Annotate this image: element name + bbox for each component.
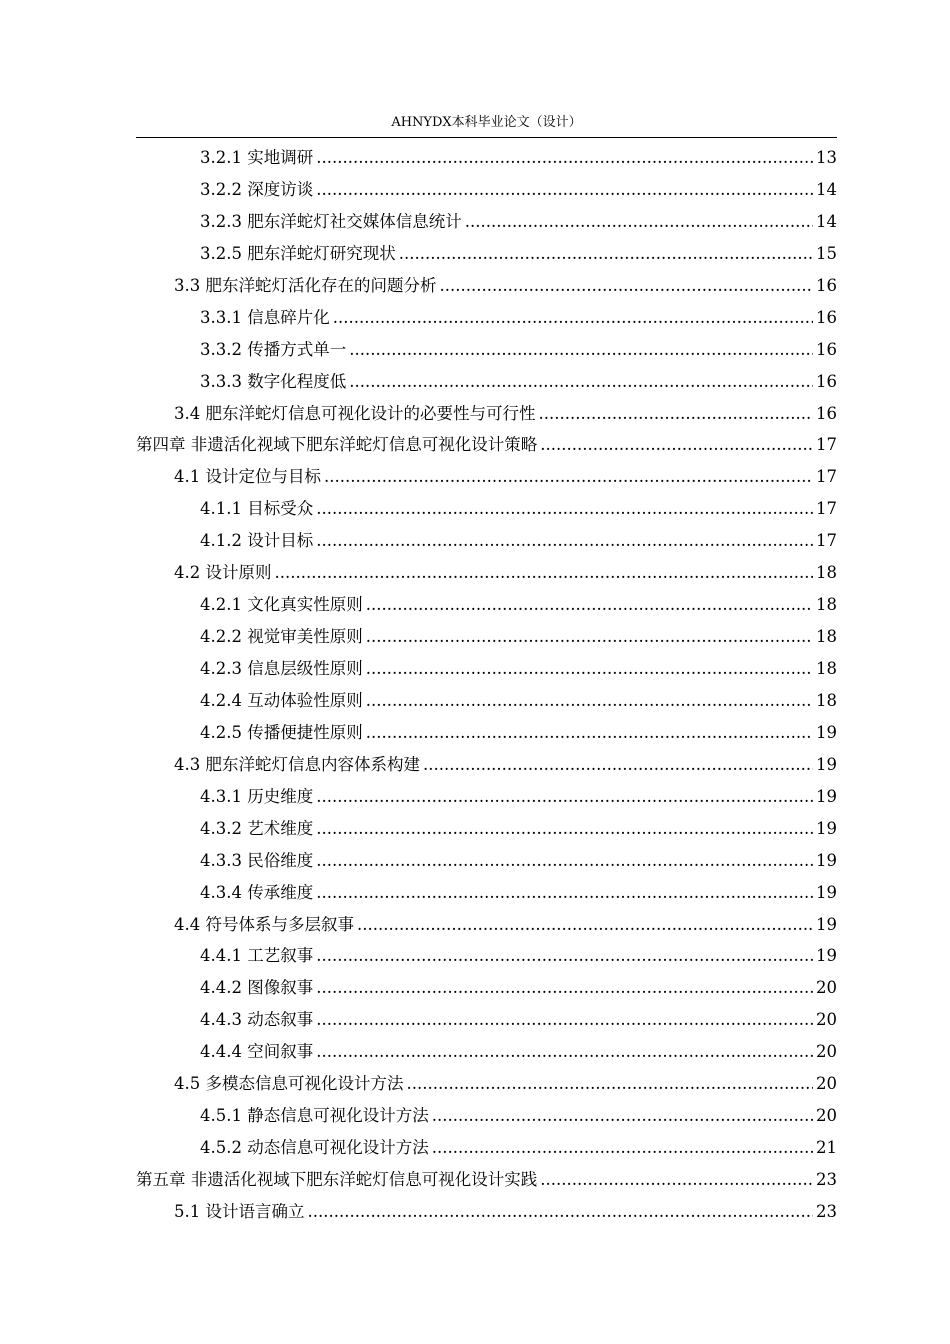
toc-dot-leader	[316, 940, 813, 972]
toc-entry-title: 第四章 非遗活化视域下肥东洋蛇灯信息可视化设计策略	[136, 435, 538, 455]
toc-entry-title: 4.2.1 文化真实性原则	[200, 595, 363, 615]
toc-entry-title: 4.5.1 静态信息可视化设计方法	[200, 1106, 429, 1126]
toc-entry-page: 18	[816, 659, 837, 678]
toc-entry-title: 3.2.2 深度访谈	[200, 179, 314, 199]
toc-entry-title: 3.3.2 传播方式单一	[200, 339, 347, 359]
toc-dot-leader	[357, 909, 813, 941]
toc-entry-title: 4.4.2 图像叙事	[200, 978, 314, 998]
toc-entry[interactable]	[136, 1164, 837, 1196]
toc-entry-page: 17	[816, 531, 837, 551]
toc-entry[interactable]	[136, 717, 837, 749]
toc-entry[interactable]	[136, 1036, 837, 1068]
toc-entry-title: 4.4.4 空间叙事	[200, 1042, 314, 1062]
toc-entry-title: 4.2.4 互动体验性原则	[200, 690, 363, 710]
toc-entry-title: 3.3.1 信息碎片化	[200, 307, 330, 327]
toc-entry-page: 18	[816, 627, 837, 647]
toc-entry-page: 23	[816, 1201, 837, 1221]
toc-entry[interactable]	[136, 398, 837, 430]
toc-dot-leader	[349, 366, 813, 398]
toc-entry[interactable]	[136, 557, 837, 589]
toc-entry[interactable]	[136, 909, 837, 941]
toc-entry-title: 4.4.3 动态叙事	[200, 1010, 314, 1030]
header-rule	[136, 137, 837, 138]
toc-entry[interactable]	[136, 685, 837, 717]
toc-entry-page: 19	[816, 946, 837, 966]
toc-dot-leader	[366, 653, 813, 685]
toc-entry-title: 4.2.3 信息层级性原则	[200, 659, 363, 678]
toc-dot-leader	[440, 270, 814, 302]
toc-entry[interactable]	[136, 174, 837, 206]
toc-dot-leader	[349, 334, 813, 366]
toc-entry-page: 13	[816, 148, 837, 167]
toc-entry[interactable]	[136, 493, 837, 525]
toc-entry-page: 15	[816, 243, 837, 263]
toc-dot-leader	[316, 813, 813, 845]
toc-dot-leader	[275, 557, 814, 589]
toc-entry-page: 19	[816, 914, 837, 934]
toc-entry-title: 4.3 肥东洋蛇灯信息内容体系构建	[174, 754, 420, 774]
toc-entry-page: 20	[816, 1106, 837, 1126]
toc-entry-page: 17	[816, 467, 837, 487]
toc-entry-title: 4.3.1 历史维度	[200, 786, 314, 806]
toc-entry-title: 3.2.5 肥东洋蛇灯研究现状	[200, 243, 396, 263]
toc-dot-leader	[316, 142, 813, 174]
toc-dot-leader	[316, 493, 813, 525]
toc-entry-title: 4.2 设计原则	[174, 563, 272, 583]
toc-entry[interactable]	[136, 813, 837, 845]
toc-entry[interactable]	[136, 1132, 837, 1164]
toc-entry[interactable]	[136, 749, 837, 781]
toc-entry[interactable]	[136, 461, 837, 493]
toc-entry-title: 4.3.4 传承维度	[200, 882, 314, 902]
toc-entry-title: 4.5 多模态信息可视化设计方法	[174, 1074, 404, 1094]
toc-dot-leader	[324, 461, 813, 493]
toc-entry[interactable]	[136, 270, 837, 302]
toc-entry-page: 16	[816, 339, 837, 359]
toc-entry[interactable]	[136, 429, 837, 461]
toc-dot-leader	[432, 1100, 813, 1132]
toc-entry[interactable]	[136, 1068, 837, 1100]
toc-dot-leader	[316, 781, 813, 813]
toc-entry-page: 14	[816, 211, 837, 231]
toc-entry[interactable]	[136, 1100, 837, 1132]
toc-dot-leader	[539, 398, 814, 430]
toc-dot-leader	[316, 1004, 813, 1036]
toc-entry[interactable]	[136, 334, 837, 366]
toc-entry-title: 4.3.3 民俗维度	[200, 850, 314, 870]
toc-entry-title: 4.1.1 目标受众	[200, 499, 314, 519]
toc-entry[interactable]	[136, 845, 837, 877]
toc-entry-title: 4.2.2 视觉审美性原则	[200, 627, 363, 647]
toc-dot-leader	[423, 749, 813, 781]
toc-entry-page: 16	[816, 403, 837, 423]
toc-entry[interactable]	[136, 1196, 837, 1228]
toc-entry-title: 4.4 符号体系与多层叙事	[174, 914, 354, 934]
toc-entry-page: 20	[816, 1042, 837, 1062]
toc-entry-title: 3.3.3 数字化程度低	[200, 371, 347, 391]
toc-entry-title: 第五章 非遗活化视域下肥东洋蛇灯信息可视化设计实践	[136, 1170, 538, 1189]
toc-entry[interactable]	[136, 940, 837, 972]
table-of-contents	[136, 142, 837, 1228]
toc-entry-page: 14	[816, 179, 837, 199]
toc-entry-page: 16	[816, 307, 837, 327]
toc-entry[interactable]	[136, 653, 837, 685]
toc-entry[interactable]	[136, 972, 837, 1004]
toc-entry-title: 5.1 设计语言确立	[174, 1201, 305, 1221]
toc-entry-page: 19	[816, 882, 837, 902]
toc-entry-page: 16	[816, 275, 837, 295]
toc-entry-page: 18	[816, 595, 837, 615]
toc-entry-page: 19	[816, 722, 837, 742]
toc-entry-page: 19	[816, 818, 837, 838]
toc-dot-leader	[366, 685, 813, 717]
toc-entry[interactable]	[136, 142, 837, 174]
toc-entry-title: 4.2.5 传播便捷性原则	[200, 722, 363, 742]
toc-dot-leader	[540, 1164, 813, 1196]
toc-entry-page: 17	[816, 435, 837, 455]
toc-entry-title: 4.3.2 艺术维度	[200, 818, 314, 838]
toc-entry-page: 21	[816, 1138, 837, 1158]
toc-dot-leader	[316, 174, 813, 206]
toc-entry-title: 3.2.1 实地调研	[200, 148, 314, 167]
toc-dot-leader	[540, 429, 813, 461]
toc-dot-leader	[407, 1068, 814, 1100]
toc-dot-leader	[316, 972, 813, 1004]
toc-entry[interactable]	[136, 1004, 837, 1036]
toc-entry-page: 23	[816, 1170, 837, 1189]
toc-dot-leader	[316, 845, 813, 877]
toc-entry-page: 19	[816, 850, 837, 870]
toc-entry-title: 3.4 肥东洋蛇灯信息可视化设计的必要性与可行性	[174, 403, 536, 423]
toc-entry-title: 3.3 肥东洋蛇灯活化存在的问题分析	[174, 275, 437, 295]
toc-dot-leader	[366, 621, 813, 653]
toc-dot-leader	[316, 877, 813, 909]
toc-entry-page: 18	[816, 563, 837, 583]
toc-entry[interactable]	[136, 621, 837, 653]
toc-entry[interactable]	[136, 877, 837, 909]
toc-entry[interactable]	[136, 206, 837, 238]
toc-entry-page: 18	[816, 690, 837, 710]
toc-dot-leader	[366, 717, 813, 749]
toc-dot-leader	[399, 238, 813, 270]
toc-entry-title: 4.4.1 工艺叙事	[200, 946, 314, 966]
toc-entry-page: 19	[816, 786, 837, 806]
toc-dot-leader	[316, 1036, 813, 1068]
toc-entry[interactable]	[136, 238, 837, 270]
toc-entry-title: 4.1 设计定位与目标	[174, 467, 321, 487]
toc-entry-page: 19	[816, 754, 837, 774]
toc-entry-title: 3.2.3 肥东洋蛇灯社交媒体信息统计	[200, 211, 462, 231]
toc-entry-title: 4.1.2 设计目标	[200, 531, 314, 551]
toc-entry[interactable]	[136, 525, 837, 557]
toc-entry-title: 4.5.2 动态信息可视化设计方法	[200, 1138, 429, 1158]
toc-dot-leader	[366, 589, 813, 621]
toc-dot-leader	[333, 302, 813, 334]
toc-entry-page: 20	[816, 1010, 837, 1030]
toc-entry-page: 17	[816, 499, 837, 519]
toc-entry[interactable]	[136, 589, 837, 621]
toc-entry-page: 16	[816, 371, 837, 391]
toc-entry[interactable]	[136, 302, 837, 334]
toc-dot-leader	[432, 1132, 813, 1164]
page-header: AHNYDX本科毕业论文（设计）	[391, 115, 582, 130]
toc-entry[interactable]	[136, 781, 837, 813]
toc-dot-leader	[308, 1196, 814, 1228]
toc-dot-leader	[316, 525, 813, 557]
toc-dot-leader	[465, 206, 813, 238]
toc-entry-page: 20	[816, 1074, 837, 1094]
toc-entry-page: 20	[816, 978, 837, 998]
toc-entry[interactable]	[136, 366, 837, 398]
